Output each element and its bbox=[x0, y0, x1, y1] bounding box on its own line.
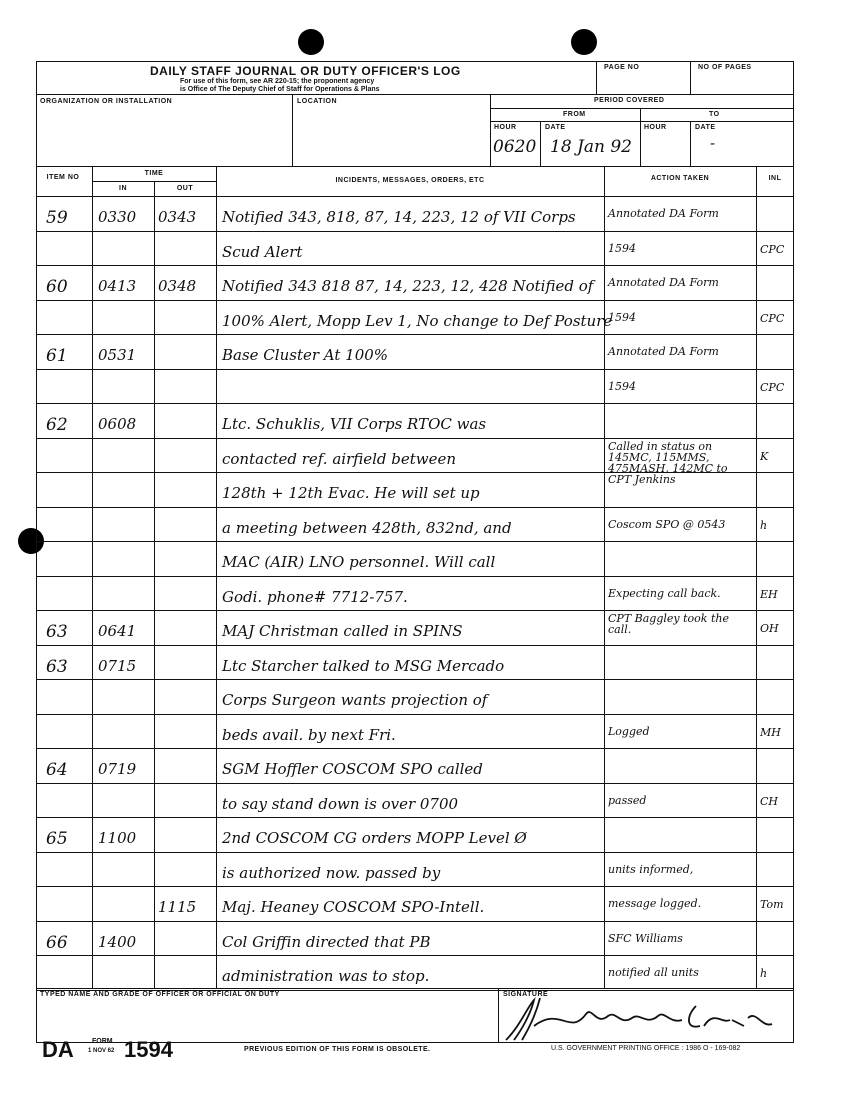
log-row bbox=[0, 541, 850, 576]
action-taken: Logged bbox=[608, 725, 650, 738]
action-header: ACTION TAKEN bbox=[650, 175, 710, 182]
incident-text: Col Griffin directed that PB bbox=[222, 933, 431, 951]
initials: CPC bbox=[760, 312, 785, 325]
log-row bbox=[0, 679, 850, 714]
time-in: 1400 bbox=[98, 933, 137, 951]
incident-text: 128th + 12th Evac. He will set up bbox=[222, 484, 480, 502]
log-row bbox=[0, 610, 850, 645]
incidents-header: INCIDENTS, MESSAGES, ORDERS, ETC bbox=[335, 177, 485, 184]
log-row bbox=[0, 369, 850, 404]
log-row bbox=[0, 852, 850, 887]
log-row bbox=[0, 783, 850, 818]
time-out: 1115 bbox=[158, 898, 197, 916]
log-row bbox=[0, 403, 850, 438]
form-word: FORM bbox=[92, 1038, 113, 1045]
form-prefix: DA bbox=[42, 1037, 74, 1062]
inl-header: INL bbox=[768, 175, 782, 182]
log-row bbox=[0, 438, 850, 486]
incident-text: to say stand down is over 0700 bbox=[222, 795, 459, 813]
period-covered-label: PERIOD COVERED bbox=[594, 97, 665, 104]
incident-text: MAC (AIR) LNO personnel. Will call bbox=[222, 553, 496, 571]
form-number: 1594 bbox=[124, 1037, 173, 1062]
organization-label: ORGANIZATION OR INSTALLATION bbox=[40, 98, 173, 105]
form-subtitle-1: For use of this form, see AR 220-15; the proponent agency bbox=[180, 78, 375, 85]
initials: EH bbox=[760, 588, 778, 601]
time-in: 0413 bbox=[98, 277, 137, 295]
initials: CPC bbox=[760, 243, 785, 256]
action-taken: SFC Williams bbox=[608, 932, 683, 945]
previous-edition-note: PREVIOUS EDITION OF THIS FORM IS OBSOLETE. bbox=[244, 1046, 431, 1053]
incident-text: Maj. Heaney COSCOM SPO-Intell. bbox=[222, 898, 485, 916]
time-out: 0343 bbox=[158, 208, 197, 226]
time-in: 0531 bbox=[98, 346, 137, 364]
from-hour-label: HOUR bbox=[494, 124, 517, 131]
incident-text: 2nd COSCOM CG orders MOPP Level Ø bbox=[222, 829, 527, 847]
from-hour-value: 0620 bbox=[493, 137, 537, 157]
initials: CH bbox=[760, 795, 779, 808]
no-of-pages-label: NO OF PAGES bbox=[698, 64, 752, 71]
incident-text: SGM Hoffler COSCOM SPO called bbox=[222, 760, 483, 778]
to-hour-label: HOUR bbox=[644, 124, 667, 131]
action-taken: notified all units bbox=[608, 966, 699, 979]
initials: h bbox=[760, 519, 768, 532]
action-taken: Annotated DA Form bbox=[608, 276, 719, 289]
log-row bbox=[0, 645, 850, 680]
form-subtitle-2: is Office of The Deputy Chief of Staff for Operations & Plans bbox=[180, 86, 380, 93]
to-label: TO bbox=[709, 111, 720, 118]
action-taken: Expecting call back. bbox=[608, 587, 721, 600]
signature-label: SIGNATURE bbox=[503, 991, 549, 998]
initials: K bbox=[760, 450, 769, 463]
item-number: 65 bbox=[46, 829, 68, 849]
log-row bbox=[0, 196, 850, 231]
log-row bbox=[0, 334, 850, 369]
time-in-header: IN bbox=[119, 185, 127, 192]
from-date-label: DATE bbox=[545, 124, 566, 131]
action-taken: message logged. bbox=[608, 897, 702, 910]
action-taken: units informed, bbox=[608, 863, 694, 876]
time-in: 1100 bbox=[98, 829, 137, 847]
incident-text: administration was to stop. bbox=[222, 967, 430, 985]
incident-text: Scud Alert bbox=[222, 243, 303, 261]
log-row bbox=[0, 817, 850, 852]
time-in: 0715 bbox=[98, 657, 137, 675]
time-out: 0348 bbox=[158, 277, 197, 295]
initials: MH bbox=[760, 726, 781, 739]
action-taken: CPT Baggley took the call. bbox=[608, 612, 729, 636]
initials: Tom bbox=[760, 898, 784, 911]
item-number: 61 bbox=[46, 346, 68, 366]
log-row bbox=[0, 300, 850, 335]
item-number: 60 bbox=[46, 277, 68, 297]
incident-text: Notified 343 818 87, 14, 223, 12, 428 Notified of bbox=[222, 277, 594, 295]
log-row bbox=[0, 886, 850, 921]
item-number: 62 bbox=[46, 415, 68, 435]
item-number: 63 bbox=[46, 622, 68, 642]
initials: CPC bbox=[760, 381, 785, 394]
log-row bbox=[0, 507, 850, 542]
log-row bbox=[0, 576, 850, 611]
action-taken: Annotated DA Form bbox=[608, 345, 719, 358]
log-row bbox=[0, 472, 850, 507]
incident-text: Base Cluster At 100% bbox=[222, 346, 389, 364]
time-out-header: OUT bbox=[176, 185, 194, 192]
incident-text: Ltc Starcher talked to MSG Mercado bbox=[222, 657, 505, 675]
action-taken: 1594 bbox=[608, 311, 636, 324]
action-taken: 1594 bbox=[608, 242, 636, 255]
incident-text: a meeting between 428th, 832nd, and bbox=[222, 519, 512, 537]
log-row bbox=[0, 231, 850, 266]
typed-name-label: TYPED NAME AND GRADE OF OFFICER OR OFFICIAL ON DUTY bbox=[40, 991, 280, 998]
action-taken: 1594 bbox=[608, 380, 636, 393]
action-taken: passed bbox=[608, 794, 647, 807]
location-label: LOCATION bbox=[297, 98, 338, 105]
printing-office-note: U.S. GOVERNMENT PRINTING OFFICE : 1986 O - 169-082 bbox=[551, 1045, 741, 1052]
log-row bbox=[0, 955, 850, 990]
item-number: 64 bbox=[46, 760, 68, 780]
incident-text: MAJ Christman called in SPINS bbox=[222, 622, 463, 640]
time-in: 0719 bbox=[98, 760, 137, 778]
incident-text: contacted ref. airfield between bbox=[222, 450, 457, 468]
form-title: DAILY STAFF JOURNAL OR DUTY OFFICER'S LOG bbox=[150, 64, 461, 78]
log-row bbox=[0, 748, 850, 783]
log-row bbox=[0, 265, 850, 300]
incident-text: Notified 343, 818, 87, 14, 223, 12 of VII Corps bbox=[222, 208, 576, 226]
time-in: 0608 bbox=[98, 415, 137, 433]
to-date-label: DATE bbox=[695, 124, 716, 131]
time-in: 0641 bbox=[98, 622, 137, 640]
time-in: 0330 bbox=[98, 208, 137, 226]
action-taken: Annotated DA Form bbox=[608, 207, 719, 220]
incident-text: beds avail. by next Fri. bbox=[222, 726, 396, 744]
item-number: 59 bbox=[46, 208, 68, 228]
initials: h bbox=[760, 967, 768, 980]
punch-hole-top-left bbox=[298, 29, 324, 55]
from-label: FROM bbox=[563, 111, 586, 118]
action-taken: Called in status on 145MC, 115MMS, 475MASH, 142MC to CPT Jenkins bbox=[608, 440, 728, 486]
incident-text: 100% Alert, Mopp Lev 1, No change to Def Posture bbox=[222, 312, 613, 330]
incident-text: Corps Surgeon wants projection of bbox=[222, 691, 488, 709]
incident-text: Godi. phone# 7712-757. bbox=[222, 588, 408, 606]
incident-text: Ltc. Schuklis, VII Corps RTOC was bbox=[222, 415, 487, 433]
log-row bbox=[0, 921, 850, 956]
log-row bbox=[0, 714, 850, 749]
item-number: 63 bbox=[46, 657, 68, 677]
to-date-value: - bbox=[710, 134, 716, 152]
action-taken: Coscom SPO @ 0543 bbox=[608, 518, 726, 531]
initials: OH bbox=[760, 622, 779, 635]
incident-text: is authorized now. passed by bbox=[222, 864, 441, 882]
signature bbox=[500, 996, 790, 1042]
form-date: 1 NOV 62 bbox=[88, 1048, 115, 1054]
punch-hole-top-right bbox=[571, 29, 597, 55]
item-number: 66 bbox=[46, 933, 68, 953]
item-no-header: ITEM NO bbox=[46, 174, 80, 181]
from-date-value: 18 Jan 92 bbox=[550, 137, 632, 157]
page-no-label: PAGE NO bbox=[604, 64, 640, 71]
time-header: TIME bbox=[144, 170, 164, 177]
